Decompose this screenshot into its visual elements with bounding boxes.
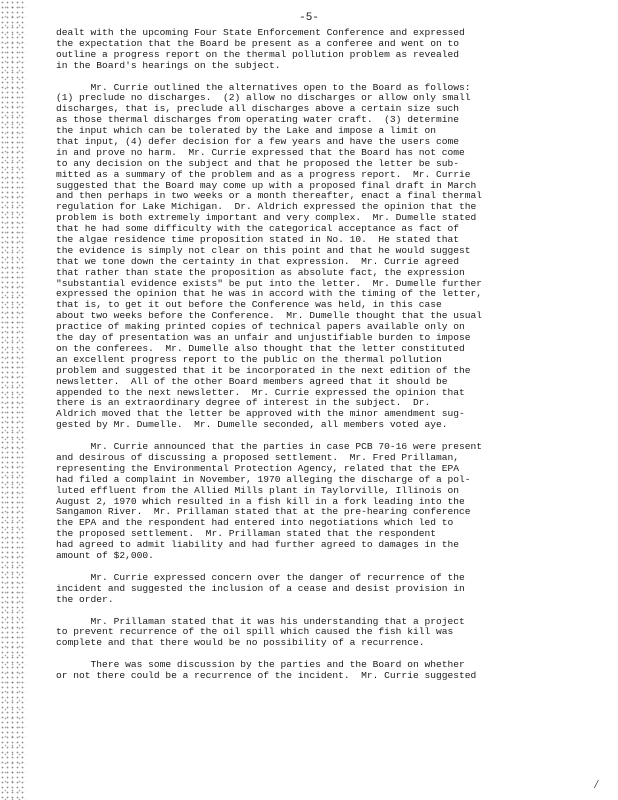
text-line: amount of $2,000.	[56, 550, 154, 561]
text-line: discharges, that is, preclude all discharges above a certain size such	[56, 104, 460, 115]
paragraph	[56, 442, 588, 562]
text-line: the evidence is simply not clear on this point and that he would suggest	[56, 245, 471, 256]
text-line: that we tone down the certainty in that expression. Mr. Currie agreed	[56, 256, 460, 267]
text-line: (1) preclude no discharges. (2) allow no discharges or allow only small	[56, 93, 471, 104]
text-line: and then perhaps in two weeks or a month thereafter, enact a final thermal	[56, 191, 483, 202]
text-line: problem and suggested that it be incorporated in the next edition of the	[56, 365, 471, 376]
text-line: mitted as a summary of the problem and as a progress report. Mr. Currie	[56, 169, 471, 180]
text-line: expressed the opinion that he was in accord with the timing of the letter,	[56, 289, 483, 300]
text-line: the proposed settlement. Mr. Prillaman stated that the respondent	[56, 529, 436, 540]
paragraph	[56, 28, 588, 72]
text-line: that is, to get it out before the Conference was held, in this case	[56, 300, 442, 311]
scan-edge-speckle	[0, 0, 26, 800]
text-line: Aldrich moved that the letter be approved with the minor amendment sug-	[56, 409, 465, 420]
paragraph	[56, 573, 588, 606]
text-line: problem is both extremely important and very complex. Mr. Dumelle stated	[56, 213, 477, 224]
text-line: complete and that there would be no possibility of a recurrence.	[56, 638, 425, 649]
text-line: as those thermal discharges from operating water craft. (3) determine	[56, 115, 460, 126]
text-line: luted effluent from the Allied Mills plant in Taylorville, Illinois on	[56, 485, 460, 496]
paragraph	[56, 83, 588, 432]
text-line: Mr. Currie outlined the alternatives open to the Board as follows:	[56, 82, 471, 93]
text-line: representing the Environmental Protection Agency, related that the EPA	[56, 463, 460, 474]
text-line: had agreed to admit liability and had further agreed to damages in the	[56, 540, 460, 551]
document-body	[56, 28, 588, 693]
scan-corner-mark: ⁄	[592, 778, 600, 792]
text-line: the algae residence time proposition stated in No. 10. He stated that	[56, 235, 460, 246]
text-line: there is an extraordinary degree of interest in the subject. Dr.	[56, 398, 431, 409]
text-line: newsletter. All of the other Board members agreed that it should be	[56, 376, 448, 387]
text-line: August 2, 1970 which resulted in a fish kill in a fork leading into the	[56, 496, 465, 507]
text-line: appended to the next newsletter. Mr. Currie expressed the opinion that	[56, 387, 465, 398]
text-line: and desirous of discussing a proposed settlement. Mr. Fred Prillaman,	[56, 452, 460, 463]
text-line: Sangamon River. Mr. Prillaman stated that at the pre-hearing conference	[56, 507, 471, 518]
text-line: that he had some difficulty with the categorical acceptance as fact of	[56, 224, 460, 235]
text-line: gested by Mr. Dumelle. Mr. Dumelle seconded, all members voted aye.	[56, 420, 448, 431]
text-line: an excellent progress report to the public on the thermal pollution	[56, 354, 442, 365]
text-line: outline a progress report on the thermal pollution problem as revealed	[56, 49, 460, 60]
text-line: "substantial evidence exists" be put into the letter. Mr. Dumelle further	[56, 278, 483, 289]
page-number: -5-	[299, 12, 319, 24]
text-line: dealt with the upcoming Four State Enforcement Conference and expressed	[56, 28, 465, 38]
text-line: Mr. Prillaman stated that it was his understanding that a project	[56, 616, 465, 627]
text-line: that input, (4) defer decision for a few years and have the users come	[56, 137, 460, 148]
text-line: the input which can be tolerated by the Lake and impose a limit on	[56, 126, 436, 137]
text-line: Mr. Currie announced that the parties in case PCB 70-16 were present	[56, 442, 483, 453]
text-line: the EPA and the respondent had entered into negotiations which led to	[56, 518, 454, 529]
text-line: on the conferees. Mr. Dumelle also thought that the letter constituted	[56, 343, 465, 354]
text-line: in and prove no harm. Mr. Currie expressed that the Board has not come	[56, 147, 465, 158]
text-line: about two weeks before the Conference. Mr. Dumelle thought that the usual	[56, 311, 483, 322]
text-line: to any decision on the subject and that he proposed the letter be sub-	[56, 158, 460, 169]
text-line: the order.	[56, 594, 114, 605]
text-line: Mr. Currie expressed concern over the danger of recurrence of the	[56, 572, 465, 583]
text-line: suggested that the Board may come up with a proposed final draft in March	[56, 180, 477, 191]
text-line: incident and suggested the inclusion of a cease and desist provision in	[56, 583, 465, 594]
text-line: to prevent recurrence of the oil spill which caused the fish kill was	[56, 627, 454, 638]
text-line: the expectation that the Board be present as a conferee and went on to	[56, 38, 460, 49]
paragraph	[56, 660, 588, 682]
text-line: the day of presentation was an unfair and unjustifiable burden to impose	[56, 333, 471, 344]
text-line: in the Board's hearings on the subject.	[56, 60, 281, 71]
text-line: that rather than state the proposition as absolute fact, the expression	[56, 267, 465, 278]
text-line: regulation for Lake Michigan. Dr. Aldrich expressed the opinion that the	[56, 202, 477, 213]
paragraph	[56, 617, 588, 650]
text-line: had filed a complaint in November, 1970 alleging the discharge of a pol-	[56, 474, 471, 485]
text-line: practice of making printed copies of technical papers available only on	[56, 322, 465, 333]
text-line: There was some discussion by the parties and the Board on whether	[56, 660, 465, 671]
text-line: or not there could be a recurrence of the incident. Mr. Currie suggested	[56, 671, 477, 682]
